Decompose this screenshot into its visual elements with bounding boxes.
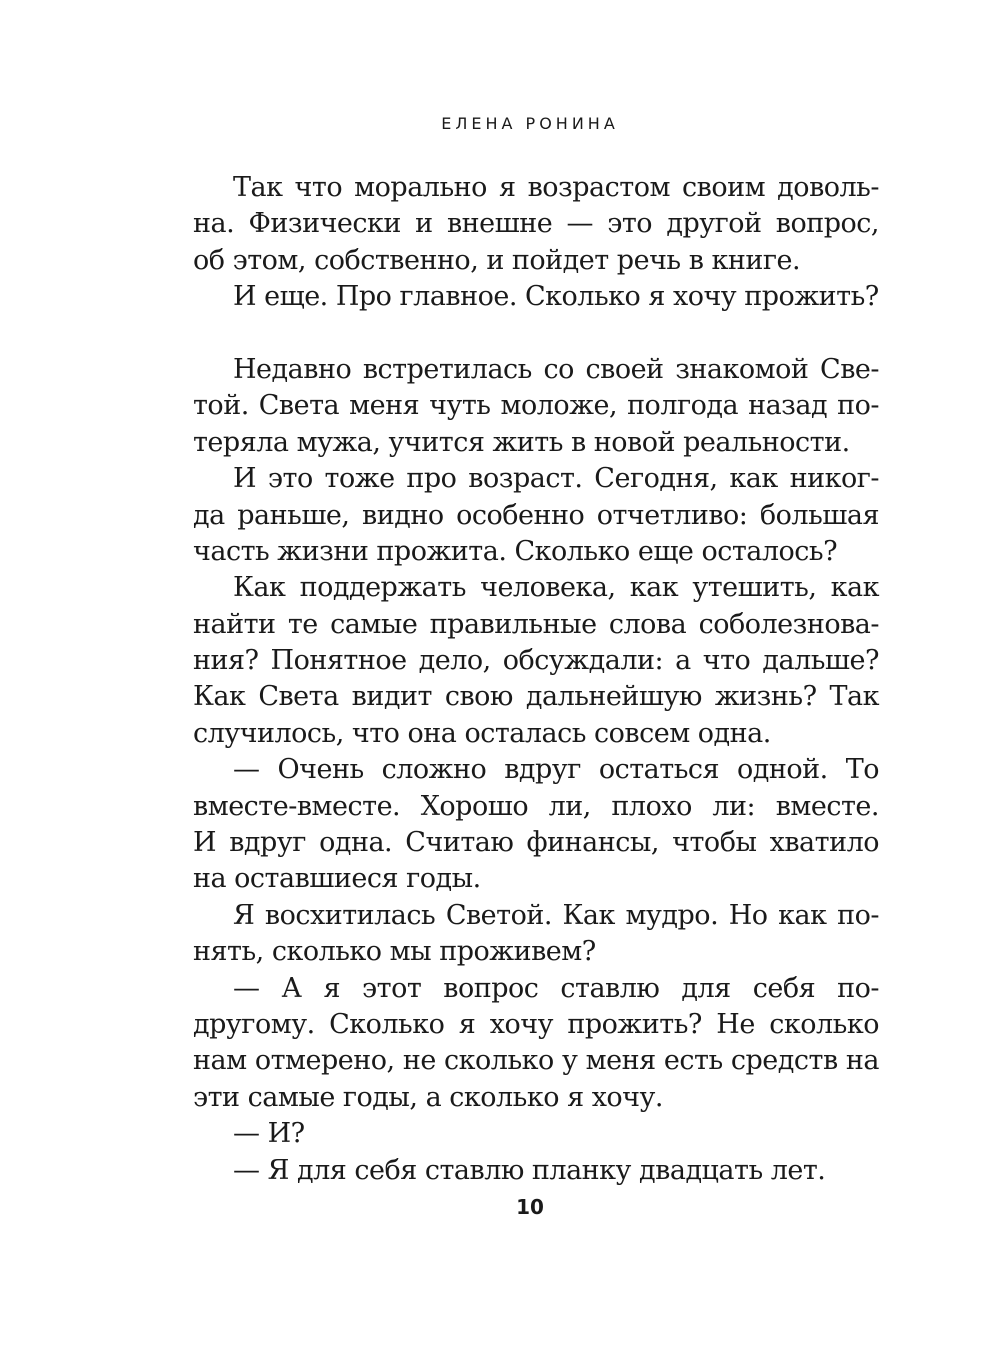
text-line: И вдруг одна. Считаю финансы, чтобы хватило <box>193 827 879 859</box>
text-line: случилось, что она осталась совсем одна. <box>193 717 771 749</box>
text-line: нять, сколько мы проживем? <box>193 936 596 968</box>
text-line: ния? Понятное дело, обсуждали: а что дальше? <box>193 645 879 677</box>
text-line: другому. Сколько я хочу прожить? Не сколько <box>193 1008 879 1040</box>
text-line: — И? <box>233 1118 305 1150</box>
text-line: найти те самые правильные слова соболезнова- <box>193 608 879 640</box>
text-line: Как поддержать человека, как утешить, как <box>233 572 879 604</box>
text-line: Недавно встретилась со своей знакомой Све- <box>233 353 879 385</box>
text-line: об этом, собственно, и пойдет речь в книге. <box>193 244 801 276</box>
text-line: на оставшиеся годы. <box>193 863 481 895</box>
text-line: часть жизни прожита. Сколько еще осталось? <box>193 535 838 567</box>
text-line: нам отмерено, не сколько у меня есть средств на <box>193 1045 879 1077</box>
text-line: да раньше, видно особенно отчетливо: большая <box>193 499 879 531</box>
text-line: теряла мужа, учится жить в новой реальности. <box>193 426 850 458</box>
section-break <box>193 316 879 352</box>
text-line: — Очень сложно вдруг остаться одной. То <box>233 754 879 786</box>
text-line: И еще. Про главное. Сколько я хочу прожить? <box>233 281 879 313</box>
text-line: вместе-вместе. Хорошо ли, плохо ли: вместе. <box>193 790 879 822</box>
text-line: Я восхитилась Светой. Как мудро. Но как по- <box>233 899 879 931</box>
text-line: — А я этот вопрос ставлю для себя по- <box>233 972 879 1004</box>
text-line: эти самые годы, а сколько я хочу. <box>193 1081 664 1113</box>
text-line: той. Света меня чуть моложе, полгода назад по- <box>193 390 879 422</box>
text-line: — Я для себя ставлю планку двадцать лет. <box>233 1154 826 1186</box>
text-line: Так что морально я возрастом своим доволь- <box>233 172 879 203</box>
text-line: И это тоже про возраст. Сегодня, как никог- <box>233 463 879 495</box>
running-head: ЕЛЕНА РОНИНА <box>441 114 619 133</box>
text-line: Как Света видит свою дальнейшую жизнь? Так <box>193 681 879 713</box>
body-text <box>193 170 879 1189</box>
text-line: на. Физически и внешне — это другой вопрос, <box>193 208 879 240</box>
page-number: 10 <box>516 1195 544 1219</box>
